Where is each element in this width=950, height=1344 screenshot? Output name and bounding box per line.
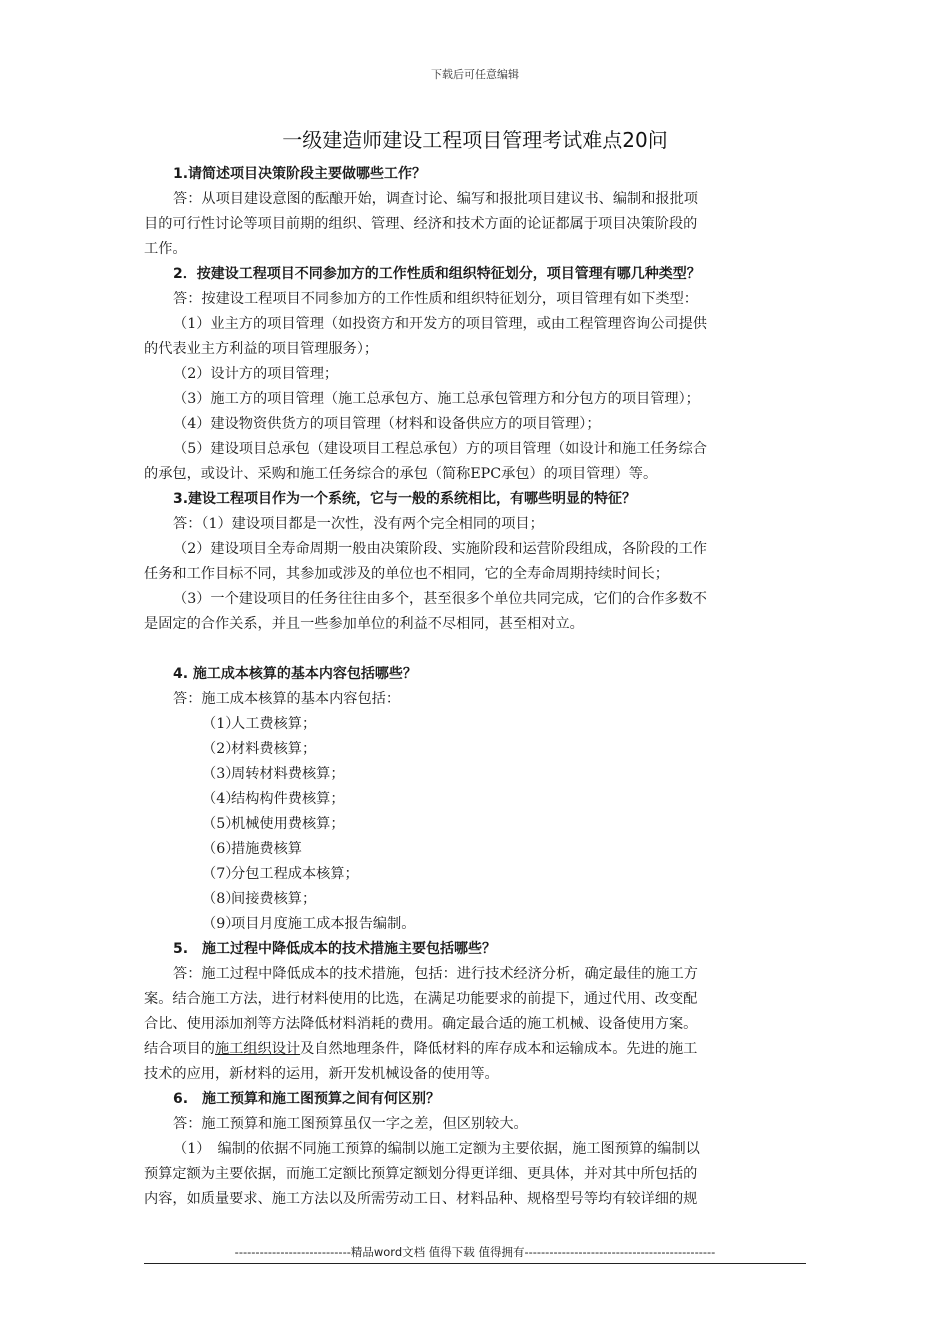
list-item-text: 人工费核算； — [231, 716, 317, 732]
answer-3-line-1: 答：（1）建设项目都是一次性，没有两个完全相同的项目； — [173, 516, 544, 532]
cost-accounting-list — [144, 712, 806, 937]
list-item-number: （6） — [202, 841, 240, 857]
question-2: 2．按建设工程项目不同参加方的工作性质和组织特征划分，项目管理有哪几种类型？ — [173, 266, 701, 282]
list-item-number: （1） — [202, 716, 240, 732]
list-item-number: （8） — [202, 891, 240, 907]
answer-6-line-4: 内容，如质量要求、施工方法以及所需劳动工日、材料品种、规格型号等均有较详细的规 — [144, 1191, 698, 1207]
answer-3-line-2: （2）建设项目全寿命周期一般由决策阶段、实施阶段和运营阶段组成，各阶段的工作 — [173, 541, 707, 557]
answer-3-line-4: （3）一个建设项目的任务往往由多个，甚至很多个单位共同完成，它们的合作多数不 — [173, 591, 707, 607]
answer-2-line-1: 答：按建设工程项目不同参加方的工作性质和组织特征划分，项目管理有如下类型： — [173, 291, 698, 307]
answer-1-line-2: 目的可行性讨论等项目前期的组织、管理、经济和技术方面的论证都属于项目决策阶段的 — [144, 216, 698, 232]
list-item — [144, 762, 806, 787]
answer-5-line-4 — [144, 1037, 806, 1062]
question-3: 3.建设工程项目作为一个系统，它与一般的系统相比，有哪些明显的特征？ — [173, 491, 637, 507]
list-item — [144, 837, 806, 862]
list-item-number: （7） — [202, 866, 240, 882]
answer-5-line-2: 案。结合施工方法，进行材料使用的比选，在满足功能要求的前提下，通过代用、改变配 — [144, 991, 698, 1007]
paragraph-gap — [144, 637, 806, 662]
list-item-text: 机械使用费核算； — [231, 816, 345, 832]
list-item — [144, 812, 806, 837]
answer-4-intro: 答：施工成本核算的基本内容包括： — [173, 691, 401, 707]
answer-2-line-4: （2）设计方的项目管理； — [173, 366, 339, 382]
document-body — [144, 162, 806, 1212]
list-item-text: 材料费核算； — [231, 741, 317, 757]
answer-2-line-7: （5）建设项目总承包（建设项目工程总承包）方的项目管理（如设计和施工任务综合 — [173, 441, 707, 457]
document-title: 一级建造师建设工程项目管理考试难点20问 — [282, 128, 668, 152]
answer-6-line-3: 预算定额为主要依据，而施工定额比预算定额划分得更详细、更具体，并对其中所包括的 — [144, 1166, 698, 1182]
list-item — [144, 737, 806, 762]
list-item-text: 结构构件费核算； — [231, 791, 345, 807]
answer-6-line-2: （1） 编制的依据不同施工预算的编制以施工定额为主要依据，施工图预算的编制以 — [173, 1141, 700, 1157]
list-item-text: 间接费核算； — [231, 891, 317, 907]
answer-5-line-4-pre: 结合项目的 — [144, 1041, 215, 1057]
answer-2-line-5: （3）施工方的项目管理（施工总承包方、施工总承包管理方和分包方的项目管理）； — [173, 391, 700, 407]
answer-6-line-1: 答：施工预算和施工图预算虽仅一字之差，但区别较大。 — [173, 1116, 528, 1132]
list-item-text: 分包工程成本核算； — [231, 866, 359, 882]
answer-5-line-3: 合比、使用添加剂等方法降低材料消耗的费用。确定最合适的施工机械、设备使用方案。 — [144, 1016, 698, 1032]
answer-2-line-3: 的代表业主方利益的项目管理服务）； — [144, 341, 379, 357]
footer-note: ----------------------------精品word文档 值得下载 值得拥有---------------------------------------------- — [234, 1245, 716, 1259]
list-item — [144, 887, 806, 912]
list-item-number: （5） — [202, 816, 240, 832]
answer-2-line-8: 的承包，或设计、采购和施工任务综合的承包（简称EPC承包）的项目管理）等。 — [144, 466, 658, 482]
question-1: 1.请简述项目决策阶段主要做哪些工作？ — [173, 166, 427, 182]
header-note: 下载后可任意编辑 — [431, 68, 519, 81]
footer-divider — [144, 1263, 806, 1264]
question-4: 4. 施工成本核算的基本内容包括哪些？ — [173, 666, 417, 682]
answer-3-line-3: 任务和工作目标不同，其参加或涉及的单位也不相同，它的全寿命周期持续时间长； — [144, 566, 669, 582]
list-item — [144, 912, 806, 937]
answer-1-line-1: 答：从项目建设意图的酝酿开始，调查讨论、编写和报批项目建议书、编制和报批项 — [173, 191, 698, 207]
answer-1-line-3: 工作。 — [144, 241, 187, 257]
answer-5-line-5: 技术的应用，新材料的运用，新开发机械设备的使用等。 — [144, 1066, 499, 1082]
list-item-text: 措施费核算 — [231, 841, 302, 857]
list-item-number: （2） — [202, 741, 240, 757]
answer-5-line-1: 答：施工过程中降低成本的技术措施，包括：进行技术经济分析，确定最佳的施工方 — [173, 966, 698, 982]
list-item — [144, 787, 806, 812]
answer-3-line-5: 是固定的合作关系，并且一些参加单位的利益不尽相同，甚至相对立。 — [144, 616, 584, 632]
question-6: 6. 施工预算和施工图预算之间有何区别？ — [173, 1091, 441, 1107]
list-item-number: （4） — [202, 791, 240, 807]
list-item — [144, 712, 806, 737]
list-item — [144, 862, 806, 887]
construction-design-link[interactable]: 施工组织设计 — [214, 1041, 301, 1057]
list-item-text: 项目月度施工成本报告编制。 — [231, 916, 416, 932]
answer-2-line-6: （4）建设物资供货方的项目管理（材料和设备供应方的项目管理）； — [173, 416, 601, 432]
list-item-number: （3） — [202, 766, 240, 782]
question-5: 5. 施工过程中降低成本的技术措施主要包括哪些？ — [173, 941, 497, 957]
list-item-number: （9） — [202, 916, 240, 932]
answer-5-line-4-post: 及自然地理条件，降低材料的库存成本和运输成本。先进的施工 — [300, 1041, 698, 1057]
list-item-text: 周转材料费核算； — [231, 766, 345, 782]
answer-2-line-2: （1）业主方的项目管理（如投资方和开发方的项目管理，或由工程管理咨询公司提供 — [173, 316, 707, 332]
